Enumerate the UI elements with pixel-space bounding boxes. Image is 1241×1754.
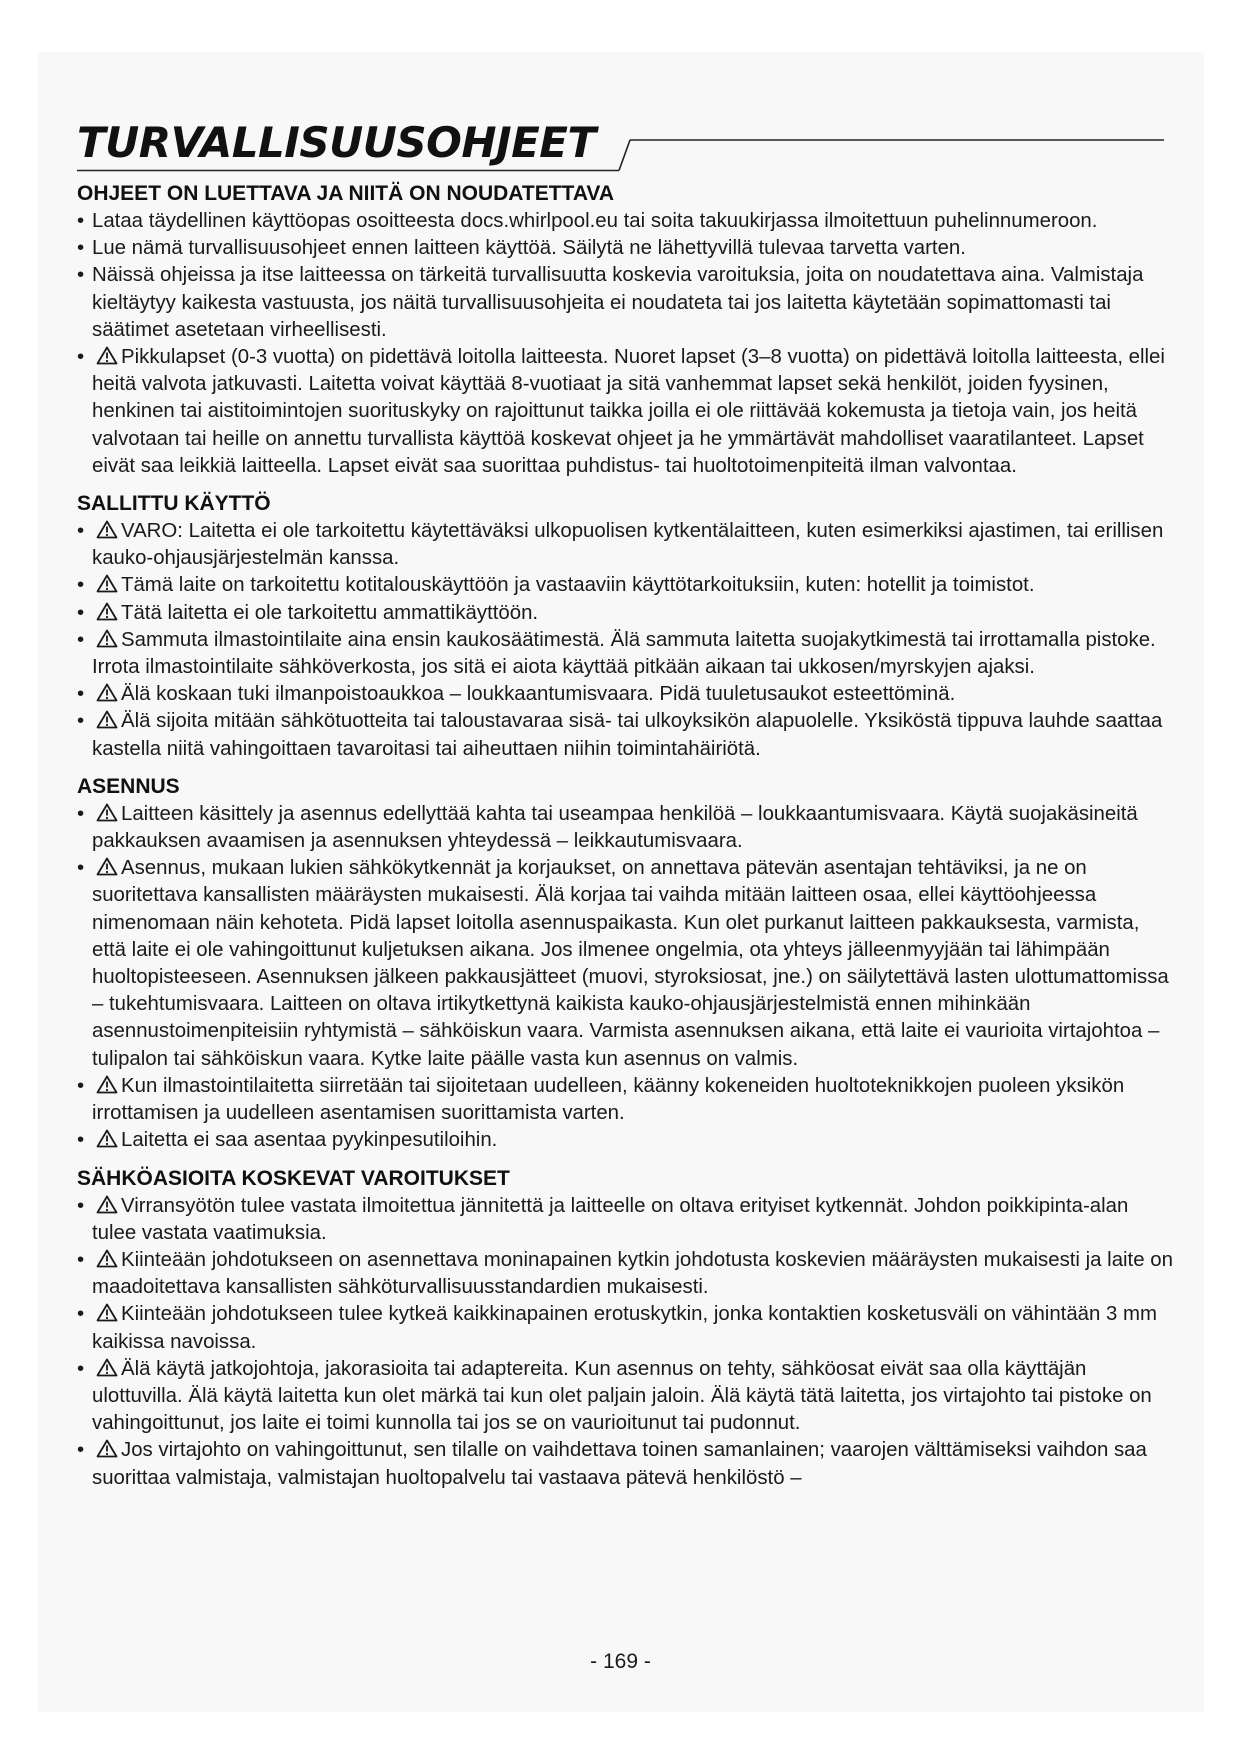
- section-heading: ASENNUS: [77, 774, 180, 798]
- warning-triangle-icon: [96, 1129, 118, 1148]
- page-number: - 169 -: [590, 1650, 651, 1673]
- warning-triangle-icon: [96, 857, 118, 876]
- bullet-marker: •: [77, 237, 85, 260]
- section-heading: OHJEET ON LUETTAVA JA NIITÄ ON NOUDATETTAVA: [77, 182, 615, 205]
- bullet-marker: •: [77, 1194, 85, 1217]
- document-body: [77, 180, 1177, 1492]
- warning-triangle-icon: [96, 1303, 118, 1322]
- list-item-text: Kiinteään johdotukseen tulee kytkeä kaikkinapainen erotuskytkin, jonka kontaktien kosketusväli on vähintään 3 mm kaikissa navoissa.: [92, 1303, 1158, 1353]
- warning-triangle-icon: [96, 346, 118, 365]
- list-item: [77, 235, 1177, 262]
- list-item-text: Laitteen käsittely ja asennus edellyttää kahta tai useampaa henkilöä – loukkaantumisvaara. Käytä suojakäsineitä pakkauksen avaamisen ja asennuksen yhteydessä – leikkautumisvaara.: [92, 802, 1138, 853]
- bullet-marker: •: [77, 346, 85, 369]
- warning-triangle-icon: [96, 710, 118, 729]
- list-item: [77, 600, 1177, 627]
- list-item-text: Jos virtajohto on vahingoittunut, sen tilalle on vaihdettava toinen samanlainen; vaarojen välttämiseksi vaihdon saa suorittaa valmistaja, valmistajan huoltopalvelu tai vastaava pätevä henkilöstö –: [92, 1439, 1147, 1489]
- list-item-text: Älä koskaan tuki ilmanpoistoaukkoa – loukkaantumisvaara. Pidä tuuletusaukot esteettöminä.: [121, 683, 956, 706]
- list-item: [77, 1301, 1177, 1355]
- bullet-marker: •: [77, 210, 85, 232]
- list-item-text: VARO: Laitetta ei ole tarkoitettu käytettäväksi ulkopuolisen kytkentälaitteen, kuten esimerkiksi ajastimen, tai erillisen kauko-ohjausjärjestelmän kanssa.: [92, 520, 1164, 570]
- list-item: [77, 708, 1177, 762]
- list-item: [77, 572, 1177, 599]
- list-item-text: Lue nämä turvallisuusohjeet ennen laitteen käyttöä. Säilytä ne lähettyvillä tulevaa tarvetta varten.: [92, 237, 966, 260]
- bullet-marker: •: [77, 1129, 85, 1152]
- list-item-text: Älä sijoita mitään sähkötuotteita tai taloustavaraa sisä- tai ulkoyksikön alapuolelle. Yksiköstä tippuva lauhde saattaa kastella niitä vahingoittaen tavaroitasi tai aiheuttaen niihin toimintahäiriötä.: [92, 710, 1163, 760]
- list-item-text: Virransyötön tulee vastata ilmoitettua jännitettä ja laitteelle on oltava erityiset kytkennät. Johdon poikkipinta-alan tulee vastata vaatimuksia.: [92, 1194, 1129, 1244]
- list-item-text: Kun ilmastointilaitetta siirretään tai sijoitetaan uudelleen, käänny kokeneiden huoltoteknikkojen puoleen yksikön irrottamisen ja uudelleen asentamisen suorittamista varten.: [92, 1074, 1125, 1125]
- warning-triangle-icon: [96, 1195, 118, 1214]
- bullet-marker: •: [77, 601, 85, 624]
- warning-triangle-icon: [96, 1249, 118, 1268]
- bullet-marker: •: [77, 628, 85, 651]
- list-item-text: Näissä ohjeissa ja itse laitteessa on tärkeitä turvallisuutta koskevia varoituksia, joita on noudatettava aina. Valmistaja kieltäytyy kaikesta vastuusta, jos näitä turvallisuusohjeita ei noudateta tai jos laitetta käytetään sopimattomasti tai säätimet asetetaan virheellisesti.: [92, 264, 1144, 341]
- list-item-text: Tätä laitetta ei ole tarkoitettu ammattikäyttöön.: [121, 601, 539, 624]
- list-item-text: Laitetta ei saa asentaa pyykinpesutiloihin.: [121, 1129, 498, 1152]
- list-item-text: Tämä laite on tarkoitettu kotitalouskäyttöön ja vastaaviin käyttötarkoituksiin, kuten: hotellit ja toimistot.: [121, 574, 1035, 597]
- list-item: [77, 1356, 1177, 1438]
- list-item-text: Pikkulapset (0-3 vuotta) on pidettävä loitolla laitteesta. Nuoret lapset (3–8 vuotta) on pidettävä loitolla laitteesta, ellei heitä valvota jatkuvasti. Laitetta voivat käyttää 8-vuotiaat ja sitä vanhemmat lapset sekä henkilöt, joiden fyysinen, henkinen tai aistitoimintojen suorituskyky on rajoittunut taikka joilla ei ole riittävää kokemusta ja tietoja vain, jos heitä valvotaan tai heille on annettu turvallista käyttöä koskevat ohjeet ja he ymmärtävät mahdolliset vaaratilanteet. Lapset eivät saa leikkiä laitteella. Lapset eivät saa suorittaa puhdistus- tai huoltotoimenpiteitä ilman valvontaa.: [92, 346, 1165, 477]
- list-item-text: Lataa täydellinen käyttöopas osoitteesta docs.whirlpool.eu tai soita takuukirjassa ilmoitettuun puhelinnumeroon.: [92, 210, 1098, 232]
- list-item: [77, 627, 1177, 681]
- warning-triangle-icon: [96, 1439, 118, 1458]
- list-item: [77, 518, 1177, 572]
- warning-triangle-icon: [96, 629, 118, 648]
- list-item: [77, 855, 1177, 1073]
- list-item-text: Sammuta ilmastointilaite aina ensin kaukosäätimestä. Älä sammuta laitetta suojakytkimestä tai irrottamalla pistoke. Irrota ilmastointilaite sähköverkosta, jos sitä ei aiota käyttää pitkään aikaan tai ukkosen/myrskyjen ajaksi.: [92, 628, 1156, 679]
- document-header: [77, 118, 1177, 178]
- bullet-marker: •: [77, 857, 85, 880]
- bullet-marker: •: [77, 520, 85, 543]
- list-item: [77, 1247, 1177, 1301]
- bullet-marker: •: [77, 1439, 85, 1462]
- warning-triangle-icon: [96, 1358, 118, 1377]
- section-heading: SALLITTU KÄYTTÖ: [77, 492, 271, 516]
- bullet-marker: •: [77, 802, 85, 825]
- document-title: TURVALLISUUSOHJEET: [77, 118, 596, 167]
- list-item: [77, 801, 1177, 855]
- bullet-marker: •: [77, 1248, 85, 1271]
- header-rule: [77, 118, 1177, 178]
- list-item: [77, 1127, 1177, 1154]
- list-item: [77, 344, 1177, 480]
- list-item-text: Asennus, mukaan lukien sähkökytkennät ja korjaukset, on annettava pätevän asentajan tehtäviksi, ja ne on suoritettava kansallisten määräysten mukaisesti. Älä korjaa tai vaihda mitään laitteen osaa, ellei käyttöohjeessa nimenomaan näin kehoteta. Pidä lapset loitolla asennuspaikasta. Kun olet purkanut laitteen pakkauksesta, varmista, että laite ei ole vahingoittunut kuljetuksen aikana. Jos ilmenee ongelmia, ota yhteys jälleenmyyjään tai lähimpään huoltopisteeseen. Asennuksen jälkeen pakkausjätteet (muovi, styroksiosat, jne.) on säilytettävä lasten ulottumattomissa – tukehtumisvaara. Laitteen on oltava irtikytkettynä kaikista kauko-ohjausjärjestelmistä ennen mihinkään asennustoimenpiteisiin ryhtymistä – sähköiskun vaara. Varmista asennuksen aikana, että laite ei vaurioita virtajohtoa – tulipalon tai sähköiskun vaara. Kytke laite päälle vasta kun asennus on valmis.: [92, 857, 1169, 1070]
- bullet-marker: •: [77, 1074, 85, 1097]
- bullet-marker: •: [77, 574, 85, 597]
- list-item: [77, 1437, 1177, 1491]
- bullet-marker: •: [77, 710, 85, 733]
- list-item: [77, 208, 1177, 235]
- bullet-marker: •: [77, 264, 85, 287]
- section-heading: SÄHKÖASIOITA KOSKEVAT VAROITUKSET: [77, 1166, 510, 1190]
- warning-triangle-icon: [96, 520, 118, 539]
- warning-triangle-icon: [96, 574, 118, 593]
- list-item-text: Älä käytä jatkojohtoja, jakorasioita tai adaptereita. Kun asennus on tehty, sähköosat eivät saa olla käyttäjän ulottuvilla. Älä käytä laitetta kun olet märkä tai kun olet paljain jaloin. Älä käytä tätä laitetta, jos virtajohto tai pistoke on vahingoittunut, jos laite ei toimi kunnolla tai jos se on vaurioitunut tai pudonnut.: [92, 1357, 1152, 1435]
- warning-triangle-icon: [96, 683, 118, 702]
- list-item-text: Kiinteään johdotukseen on asennettava moninapainen kytkin johdotusta koskevien määräysten mukaisesti ja laite on maadoitettava kansallisten sähköturvallisuusstandardien mukaisesti.: [92, 1248, 1173, 1299]
- bullet-marker: •: [77, 1303, 85, 1326]
- warning-triangle-icon: [96, 602, 118, 621]
- bullet-marker: •: [77, 1357, 85, 1380]
- list-item: [77, 681, 1177, 708]
- list-item: [77, 1193, 1177, 1247]
- warning-triangle-icon: [96, 803, 118, 822]
- warning-triangle-icon: [96, 1075, 118, 1094]
- list-item: [77, 1073, 1177, 1127]
- list-item: [77, 262, 1177, 344]
- bullet-marker: •: [77, 683, 85, 706]
